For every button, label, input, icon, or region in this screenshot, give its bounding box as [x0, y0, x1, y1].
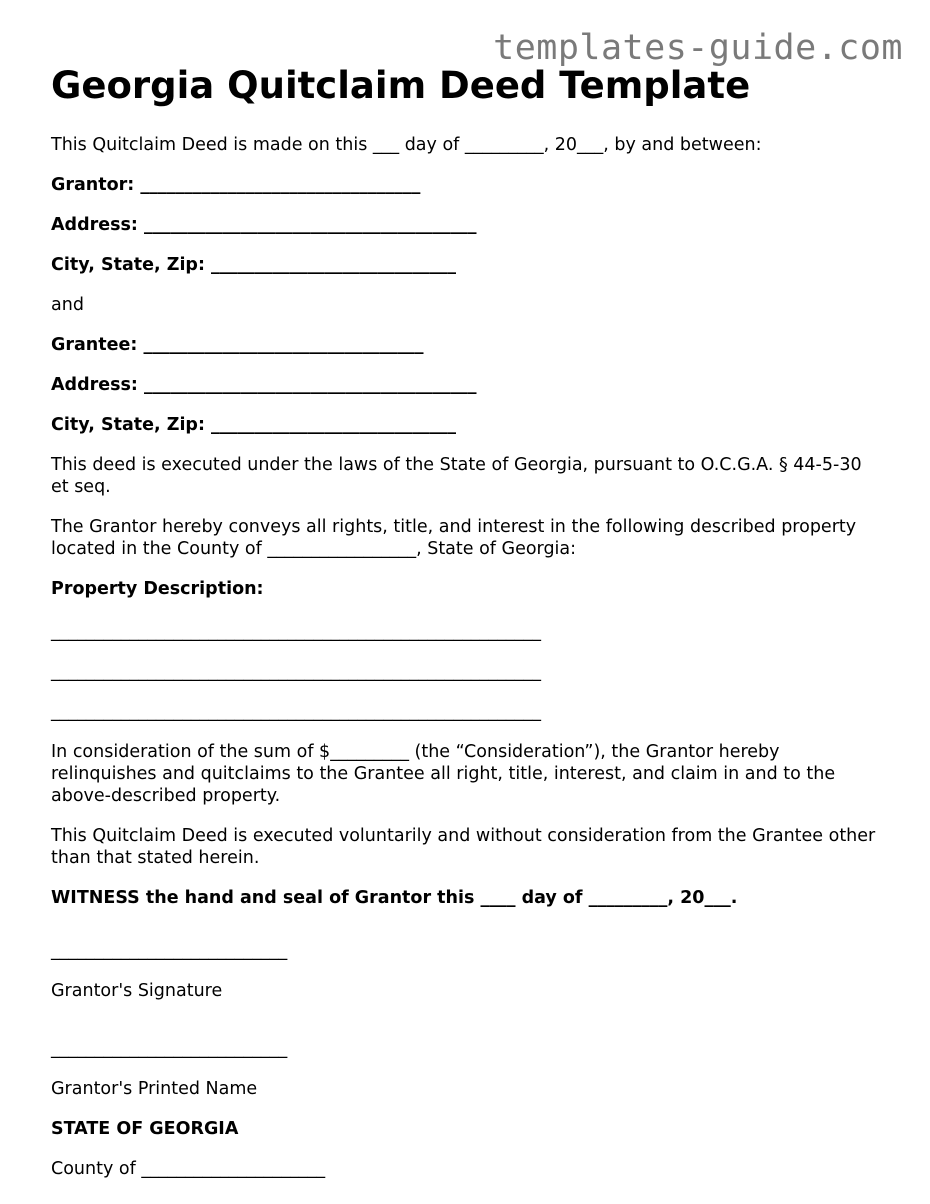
watermark: templates-guide.com [493, 28, 903, 68]
law-text: This deed is executed under the laws of the State of Georgia, pursuant to O.C.G.A. § 44-5-30 et seq. [51, 455, 862, 497]
state-heading: STATE OF GEORGIA [51, 1119, 239, 1139]
grantee-city-field: City, State, Zip: ____________________________ [51, 415, 457, 435]
property-heading: Property Description: [51, 579, 264, 599]
consideration-text: In consideration of the sum of $_________ (the “Consideration”), the Grantor hereby relinquishes and quitclaims to the Grantee all right, title, interest, and claim in and to the above-described property. [51, 742, 836, 806]
property-line: ________________________________________________________ [51, 702, 541, 722]
convey-text: The Grantor hereby conveys all rights, title, and interest in the following described property located in the County of _________________, State of Georgia: [51, 517, 857, 559]
grantor-name-field: Grantor: ________________________________ [51, 175, 421, 195]
property-description-lines [51, 621, 881, 723]
grantee-address-field: Address: ______________________________________ [51, 375, 477, 395]
witness-text: WITNESS the hand and seal of Grantor this ____ day of _________, 20___. [51, 888, 738, 908]
intro-text: This Quitclaim Deed is made on this ___ day of _________, 20___, by and between: [51, 135, 762, 155]
page-title: Georgia Quitclaim Deed Template [51, 64, 751, 107]
grantor-signature-line: ___________________________ [51, 941, 288, 961]
property-line: ________________________________________________________ [51, 662, 541, 682]
grantor-signature-label: Grantor's Signature [51, 981, 223, 1001]
grantor-city-field: City, State, Zip: ____________________________ [51, 255, 457, 275]
county-field: County of _____________________ [51, 1159, 326, 1179]
grantor-address-field: Address: ______________________________________ [51, 215, 477, 235]
voluntary-text: This Quitclaim Deed is executed voluntarily and without consideration from the Grantee other than that stated herein. [51, 826, 876, 868]
grantor-printed-name-line: ___________________________ [51, 1039, 288, 1059]
grantee-name-field: Grantee: ________________________________ [51, 335, 424, 355]
and-text: and [51, 295, 84, 315]
grantor-printed-name-label: Grantor's Printed Name [51, 1079, 258, 1099]
property-line: ________________________________________________________ [51, 622, 541, 642]
deed-body [51, 134, 881, 1198]
